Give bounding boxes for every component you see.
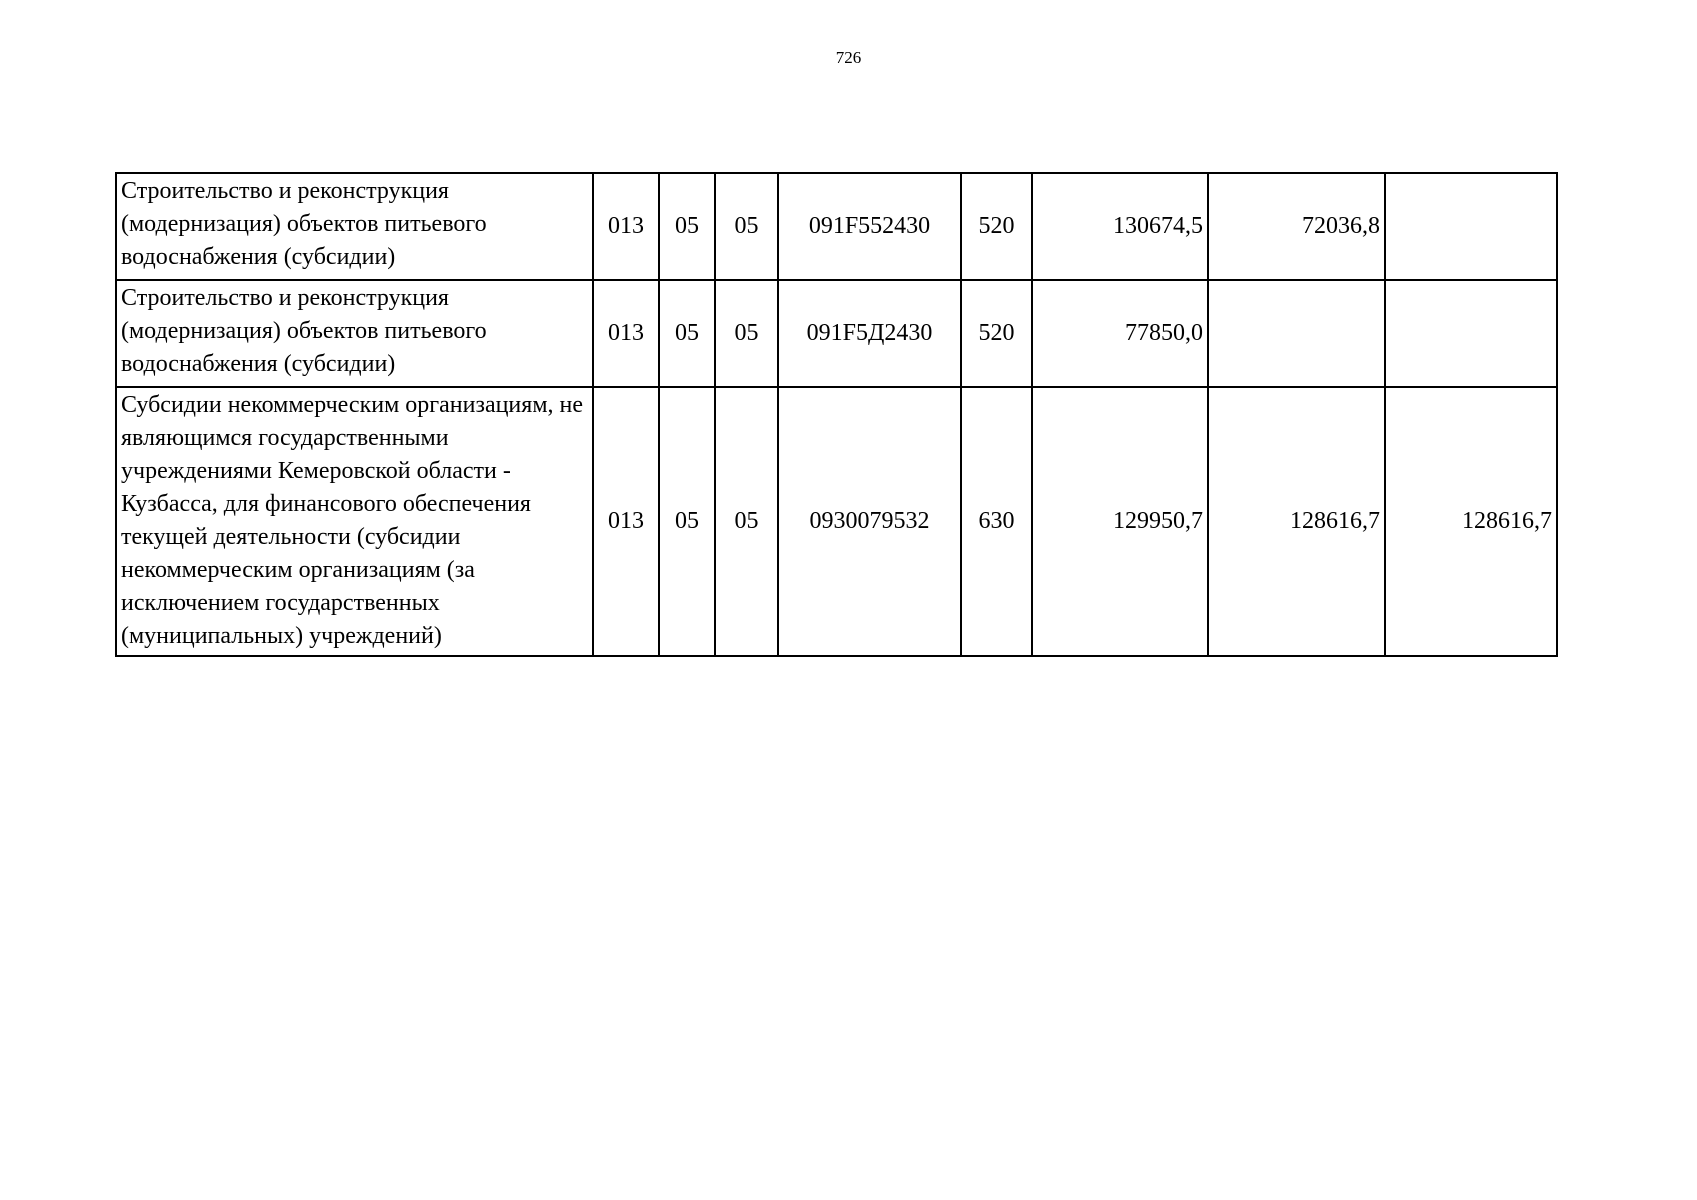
target-article-code: 091F552430 — [778, 173, 961, 280]
ministry-code: 013 — [593, 387, 659, 656]
target-article-code: 091F5Д2430 — [778, 280, 961, 387]
amount-1: 130674,5 — [1032, 173, 1208, 280]
amount-2: 128616,7 — [1208, 387, 1385, 656]
subsection-code: 05 — [715, 280, 778, 387]
section-code: 05 — [659, 280, 715, 387]
amount-1: 129950,7 — [1032, 387, 1208, 656]
subsection-code: 05 — [715, 173, 778, 280]
row-description: Строительство и реконструкция (модернизация) объектов питьевого водоснабжения (субсидии) — [116, 280, 593, 387]
table-row — [116, 280, 1557, 387]
budget-table — [115, 172, 1558, 657]
table-row — [116, 173, 1557, 280]
table-row — [116, 387, 1557, 656]
expense-type-code: 520 — [961, 173, 1032, 280]
section-code: 05 — [659, 387, 715, 656]
amount-3: 128616,7 — [1385, 387, 1557, 656]
section-code: 05 — [659, 173, 715, 280]
row-description: Строительство и реконструкция (модернизация) объектов питьевого водоснабжения (субсидии) — [116, 173, 593, 280]
amount-3 — [1385, 173, 1557, 280]
expense-type-code: 630 — [961, 387, 1032, 656]
amount-3 — [1385, 280, 1557, 387]
ministry-code: 013 — [593, 173, 659, 280]
amount-1: 77850,0 — [1032, 280, 1208, 387]
page-number: 726 — [835, 48, 862, 67]
row-description: Субсидии некоммерческим организациям, не являющимся государственными учреждениями Кемеровской области - Кузбасса, для финансового обеспечения текущей деятельности (субсидии некоммерческим организациям (за исключением государственных (муниципальных) учреждений) — [116, 387, 593, 656]
target-article-code: 0930079532 — [778, 387, 961, 656]
expense-type-code: 520 — [961, 280, 1032, 387]
ministry-code: 013 — [593, 280, 659, 387]
amount-2: 72036,8 — [1208, 173, 1385, 280]
subsection-code: 05 — [715, 387, 778, 656]
amount-2 — [1208, 280, 1385, 387]
